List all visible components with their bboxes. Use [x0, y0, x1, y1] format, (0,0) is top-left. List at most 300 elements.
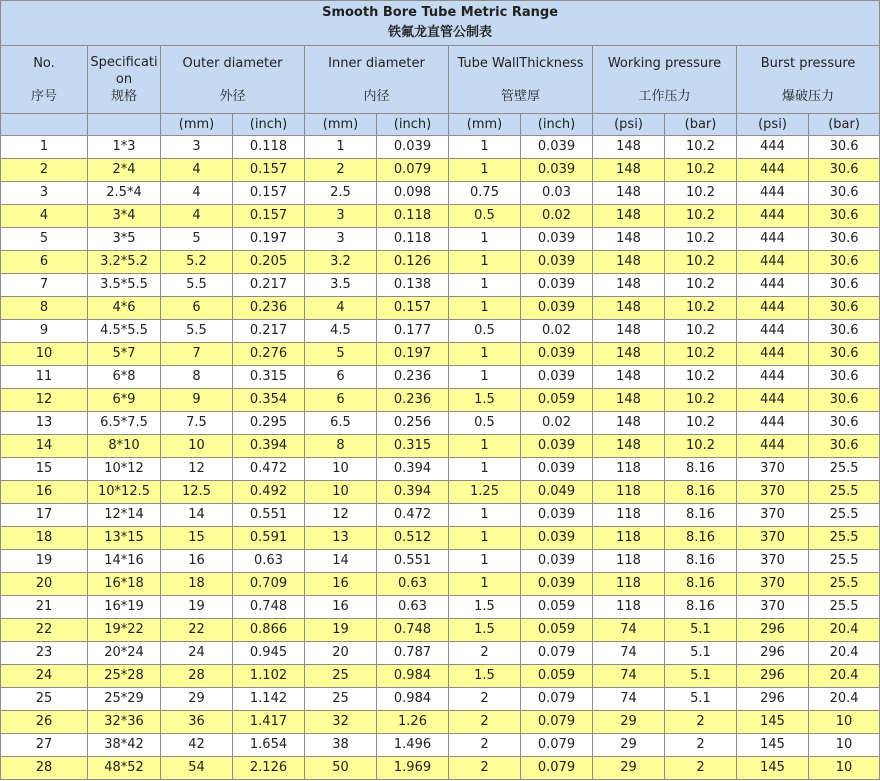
cell-id-inch: 0.197: [377, 343, 449, 366]
header-working-pressure: [593, 46, 737, 114]
header-wall-thickness: [449, 46, 593, 114]
cell-bp-bar: 25.5: [809, 596, 880, 619]
cell-wp-psi: 148: [593, 205, 665, 228]
cell-no: 5: [1, 228, 88, 251]
cell-od-mm: 4: [161, 205, 233, 228]
cell-spec: 6*9: [88, 389, 161, 412]
cell-spec: 1*3: [88, 136, 161, 159]
header-id-en: Inner diameter: [328, 55, 425, 71]
cell-bp-bar: 30.6: [809, 159, 880, 182]
cell-spec: 12*14: [88, 504, 161, 527]
cell-wp-psi: 148: [593, 159, 665, 182]
cell-id-mm: 19: [305, 619, 377, 642]
cell-wt-inch: 0.079: [521, 734, 593, 757]
cell-bp-bar: 25.5: [809, 573, 880, 596]
cell-wp-bar: 10.2: [665, 251, 737, 274]
cell-bp-bar: 30.6: [809, 297, 880, 320]
table-title: [1, 1, 880, 46]
cell-bp-bar: 25.5: [809, 550, 880, 573]
cell-od-mm: 7: [161, 343, 233, 366]
cell-bp-bar: 30.6: [809, 136, 880, 159]
cell-od-inch: 0.157: [233, 182, 305, 205]
cell-spec: 13*15: [88, 527, 161, 550]
cell-no: 4: [1, 205, 88, 228]
cell-id-inch: 0.236: [377, 366, 449, 389]
cell-bp-psi: 444: [737, 228, 809, 251]
cell-spec: 6*8: [88, 366, 161, 389]
cell-spec: 16*19: [88, 596, 161, 619]
cell-wp-psi: 118: [593, 573, 665, 596]
cell-wt-inch: 0.049: [521, 481, 593, 504]
cell-wt-inch: 0.079: [521, 642, 593, 665]
cell-wt-mm: 2: [449, 711, 521, 734]
table-row: [1, 458, 880, 481]
cell-od-mm: 54: [161, 757, 233, 780]
title-row: [1, 1, 880, 46]
cell-wp-psi: 29: [593, 757, 665, 780]
cell-wt-mm: 1: [449, 550, 521, 573]
cell-id-inch: 1.496: [377, 734, 449, 757]
cell-wt-inch: 0.059: [521, 596, 593, 619]
cell-bp-psi: 444: [737, 182, 809, 205]
cell-no: 13: [1, 412, 88, 435]
header-od-en: Outer diameter: [182, 55, 283, 71]
cell-no: 27: [1, 734, 88, 757]
cell-od-inch: 0.591: [233, 527, 305, 550]
cell-wp-bar: 10.2: [665, 228, 737, 251]
cell-wt-mm: 0.75: [449, 182, 521, 205]
cell-wp-bar: 10.2: [665, 343, 737, 366]
cell-od-inch: 1.654: [233, 734, 305, 757]
cell-bp-psi: 296: [737, 619, 809, 642]
cell-no: 28: [1, 757, 88, 780]
cell-bp-bar: 30.6: [809, 412, 880, 435]
cell-id-inch: 1.969: [377, 757, 449, 780]
cell-id-mm: 3.5: [305, 274, 377, 297]
table-row: [1, 642, 880, 665]
cell-id-inch: 0.138: [377, 274, 449, 297]
cell-bp-bar: 10: [809, 734, 880, 757]
table-row: [1, 205, 880, 228]
table-row: [1, 228, 880, 251]
cell-spec: 10*12.5: [88, 481, 161, 504]
cell-id-inch: 0.551: [377, 550, 449, 573]
cell-wp-psi: 29: [593, 711, 665, 734]
cell-bp-psi: 444: [737, 274, 809, 297]
cell-id-inch: 0.512: [377, 527, 449, 550]
cell-wp-psi: 74: [593, 688, 665, 711]
cell-wp-psi: 148: [593, 412, 665, 435]
cell-od-mm: 3: [161, 136, 233, 159]
cell-no: 1: [1, 136, 88, 159]
cell-spec: 38*42: [88, 734, 161, 757]
cell-wp-psi: 118: [593, 550, 665, 573]
cell-wp-psi: 148: [593, 343, 665, 366]
cell-wp-psi: 148: [593, 297, 665, 320]
cell-bp-bar: 30.6: [809, 182, 880, 205]
cell-od-inch: 0.63: [233, 550, 305, 573]
cell-id-mm: 5: [305, 343, 377, 366]
column-header-row: [1, 46, 880, 114]
unit-cell: (psi): [737, 114, 809, 136]
table-row: [1, 412, 880, 435]
cell-od-mm: 36: [161, 711, 233, 734]
cell-id-mm: 3: [305, 205, 377, 228]
cell-wt-inch: 0.059: [521, 389, 593, 412]
unit-cell: (mm): [449, 114, 521, 136]
cell-od-mm: 5.5: [161, 320, 233, 343]
cell-wt-inch: 0.079: [521, 757, 593, 780]
cell-spec: 10*12: [88, 458, 161, 481]
cell-spec: 6.5*7.5: [88, 412, 161, 435]
cell-wp-psi: 148: [593, 274, 665, 297]
cell-od-mm: 24: [161, 642, 233, 665]
unit-cell: (inch): [233, 114, 305, 136]
cell-wt-inch: 0.039: [521, 550, 593, 573]
header-bp-en: Burst pressure: [760, 55, 856, 71]
header-wt-en: Tube WallThickness: [457, 55, 584, 71]
cell-od-inch: 0.709: [233, 573, 305, 596]
cell-id-mm: 38: [305, 734, 377, 757]
cell-wp-psi: 74: [593, 619, 665, 642]
cell-no: 23: [1, 642, 88, 665]
cell-wt-inch: 0.02: [521, 205, 593, 228]
cell-no: 21: [1, 596, 88, 619]
cell-id-inch: 0.157: [377, 297, 449, 320]
cell-wp-psi: 118: [593, 481, 665, 504]
cell-od-inch: 0.157: [233, 205, 305, 228]
table-row: [1, 136, 880, 159]
cell-id-mm: 2.5: [305, 182, 377, 205]
cell-id-mm: 8: [305, 435, 377, 458]
cell-id-inch: 0.118: [377, 228, 449, 251]
cell-wp-bar: 10.2: [665, 412, 737, 435]
cell-bp-bar: 25.5: [809, 481, 880, 504]
cell-od-inch: 0.551: [233, 504, 305, 527]
cell-bp-psi: 145: [737, 711, 809, 734]
title-chinese: 铁氟龙直管公制表: [388, 25, 493, 40]
cell-wp-bar: 10.2: [665, 389, 737, 412]
cell-wt-mm: 1: [449, 458, 521, 481]
cell-od-mm: 42: [161, 734, 233, 757]
cell-wt-inch: 0.079: [521, 688, 593, 711]
cell-id-inch: 0.787: [377, 642, 449, 665]
cell-no: 8: [1, 297, 88, 320]
cell-wp-psi: 148: [593, 228, 665, 251]
table-row: [1, 251, 880, 274]
cell-bp-bar: 30.6: [809, 205, 880, 228]
table-row: [1, 550, 880, 573]
cell-wt-mm: 1: [449, 435, 521, 458]
cell-od-inch: 0.492: [233, 481, 305, 504]
cell-od-mm: 15: [161, 527, 233, 550]
cell-bp-bar: 30.6: [809, 228, 880, 251]
cell-spec: 3.2*5.2: [88, 251, 161, 274]
cell-no: 25: [1, 688, 88, 711]
cell-od-mm: 5.5: [161, 274, 233, 297]
cell-wp-psi: 148: [593, 136, 665, 159]
table-row: [1, 182, 880, 205]
cell-spec: 5*7: [88, 343, 161, 366]
cell-wt-mm: 0.5: [449, 205, 521, 228]
cell-wt-mm: 2: [449, 688, 521, 711]
cell-id-inch: 0.256: [377, 412, 449, 435]
cell-wp-psi: 74: [593, 642, 665, 665]
cell-od-inch: 0.217: [233, 320, 305, 343]
header-inner-diameter: [305, 46, 449, 114]
header-bp-cn: 爆破压力: [782, 88, 835, 104]
cell-no: 26: [1, 711, 88, 734]
cell-wt-mm: 1.25: [449, 481, 521, 504]
cell-wt-mm: 1.5: [449, 389, 521, 412]
cell-id-mm: 25: [305, 665, 377, 688]
cell-spec: 2.5*4: [88, 182, 161, 205]
cell-no: 6: [1, 251, 88, 274]
cell-bp-psi: 370: [737, 550, 809, 573]
cell-id-mm: 10: [305, 458, 377, 481]
cell-wt-mm: 1.5: [449, 596, 521, 619]
header-burst-pressure: [737, 46, 880, 114]
cell-wp-bar: 10.2: [665, 159, 737, 182]
cell-no: 22: [1, 619, 88, 642]
cell-id-inch: 0.63: [377, 596, 449, 619]
cell-bp-psi: 370: [737, 573, 809, 596]
table-row: [1, 527, 880, 550]
cell-bp-psi: 370: [737, 527, 809, 550]
table-row: [1, 297, 880, 320]
cell-od-mm: 14: [161, 504, 233, 527]
table-row: [1, 366, 880, 389]
cell-od-inch: 2.126: [233, 757, 305, 780]
cell-wt-mm: 1: [449, 504, 521, 527]
units-blank-no: [1, 114, 88, 136]
cell-id-inch: 0.118: [377, 205, 449, 228]
cell-wp-bar: 10.2: [665, 366, 737, 389]
cell-bp-psi: 444: [737, 297, 809, 320]
cell-id-inch: 0.039: [377, 136, 449, 159]
header-spec-cn: 规格: [110, 89, 137, 104]
cell-id-inch: 0.984: [377, 688, 449, 711]
cell-no: 7: [1, 274, 88, 297]
cell-od-mm: 4: [161, 182, 233, 205]
cell-od-mm: 22: [161, 619, 233, 642]
cell-bp-psi: 444: [737, 343, 809, 366]
cell-no: 18: [1, 527, 88, 550]
cell-id-mm: 2: [305, 159, 377, 182]
table-row: [1, 688, 880, 711]
cell-bp-psi: 444: [737, 159, 809, 182]
cell-id-mm: 14: [305, 550, 377, 573]
cell-od-inch: 0.866: [233, 619, 305, 642]
cell-wp-bar: 10.2: [665, 205, 737, 228]
table-row: [1, 596, 880, 619]
cell-wp-bar: 10.2: [665, 136, 737, 159]
table-row: [1, 665, 880, 688]
table-body: [1, 136, 880, 780]
header-id-cn: 内径: [363, 88, 390, 104]
cell-od-inch: 0.157: [233, 159, 305, 182]
cell-wt-mm: 1: [449, 297, 521, 320]
cell-bp-psi: 444: [737, 366, 809, 389]
cell-od-mm: 4: [161, 159, 233, 182]
cell-wt-mm: 1: [449, 366, 521, 389]
header-spec-en-line1: Specificati: [90, 55, 158, 70]
cell-wt-mm: 2: [449, 734, 521, 757]
table-row: [1, 504, 880, 527]
header-wt-cn: 管壁厚: [500, 88, 540, 104]
cell-id-inch: 0.315: [377, 435, 449, 458]
cell-no: 24: [1, 665, 88, 688]
cell-od-inch: 0.197: [233, 228, 305, 251]
table-row: [1, 757, 880, 780]
header-wp-en: Working pressure: [607, 55, 722, 71]
cell-id-mm: 20: [305, 642, 377, 665]
cell-bp-psi: 444: [737, 412, 809, 435]
cell-bp-psi: 444: [737, 435, 809, 458]
cell-bp-psi: 370: [737, 504, 809, 527]
cell-wp-psi: 148: [593, 435, 665, 458]
cell-id-mm: 12: [305, 504, 377, 527]
cell-od-mm: 29: [161, 688, 233, 711]
cell-no: 20: [1, 573, 88, 596]
cell-wp-bar: 8.16: [665, 504, 737, 527]
cell-wt-mm: 0.5: [449, 412, 521, 435]
cell-id-inch: 0.236: [377, 389, 449, 412]
cell-bp-psi: 145: [737, 757, 809, 780]
cell-spec: 32*36: [88, 711, 161, 734]
cell-od-mm: 28: [161, 665, 233, 688]
cell-bp-bar: 30.6: [809, 320, 880, 343]
cell-bp-bar: 25.5: [809, 527, 880, 550]
cell-no: 10: [1, 343, 88, 366]
cell-bp-bar: 30.6: [809, 343, 880, 366]
table-row: [1, 573, 880, 596]
cell-wt-inch: 0.039: [521, 159, 593, 182]
cell-id-inch: 0.098: [377, 182, 449, 205]
cell-wt-inch: 0.039: [521, 527, 593, 550]
cell-od-inch: 0.472: [233, 458, 305, 481]
cell-od-mm: 10: [161, 435, 233, 458]
cell-od-inch: 0.945: [233, 642, 305, 665]
cell-spec: 16*18: [88, 573, 161, 596]
cell-spec: 25*29: [88, 688, 161, 711]
cell-wp-bar: 8.16: [665, 596, 737, 619]
cell-od-inch: 1.102: [233, 665, 305, 688]
cell-od-mm: 12.5: [161, 481, 233, 504]
cell-spec: 19*22: [88, 619, 161, 642]
unit-cell: (mm): [305, 114, 377, 136]
cell-wt-inch: 0.039: [521, 274, 593, 297]
cell-id-mm: 6: [305, 389, 377, 412]
cell-wp-bar: 2: [665, 734, 737, 757]
cell-no: 15: [1, 458, 88, 481]
unit-cell: (mm): [161, 114, 233, 136]
unit-cell: (bar): [809, 114, 880, 136]
cell-od-inch: 0.205: [233, 251, 305, 274]
unit-cell: (bar): [665, 114, 737, 136]
cell-od-inch: 0.748: [233, 596, 305, 619]
cell-wp-bar: 10.2: [665, 274, 737, 297]
cell-bp-psi: 296: [737, 665, 809, 688]
table-row: [1, 274, 880, 297]
cell-spec: 3*5: [88, 228, 161, 251]
cell-wp-psi: 118: [593, 458, 665, 481]
table-row: [1, 320, 880, 343]
header-wp-cn: 工作压力: [638, 88, 691, 104]
cell-no: 19: [1, 550, 88, 573]
cell-id-inch: 0.079: [377, 159, 449, 182]
cell-od-inch: 0.315: [233, 366, 305, 389]
cell-spec: 3.5*5.5: [88, 274, 161, 297]
cell-id-mm: 25: [305, 688, 377, 711]
cell-bp-bar: 30.6: [809, 389, 880, 412]
cell-bp-bar: 30.6: [809, 251, 880, 274]
cell-no: 3: [1, 182, 88, 205]
cell-id-mm: 3: [305, 228, 377, 251]
cell-wp-bar: 10.2: [665, 435, 737, 458]
cell-no: 2: [1, 159, 88, 182]
cell-od-mm: 7.5: [161, 412, 233, 435]
cell-wt-mm: 0.5: [449, 320, 521, 343]
cell-wp-bar: 8.16: [665, 573, 737, 596]
units-blank-spec: [88, 114, 161, 136]
cell-wt-inch: 0.02: [521, 320, 593, 343]
cell-wt-inch: 0.059: [521, 665, 593, 688]
cell-id-inch: 0.394: [377, 458, 449, 481]
header-no-cn: 序号: [30, 88, 57, 104]
cell-bp-bar: 20.4: [809, 688, 880, 711]
title-english: Smooth Bore Tube Metric Range: [322, 5, 559, 20]
cell-id-mm: 3.2: [305, 251, 377, 274]
cell-id-mm: 1: [305, 136, 377, 159]
header-no: [1, 46, 88, 114]
cell-no: 16: [1, 481, 88, 504]
cell-od-mm: 12: [161, 458, 233, 481]
cell-wp-bar: 8.16: [665, 458, 737, 481]
cell-wt-inch: 0.039: [521, 458, 593, 481]
cell-wt-inch: 0.079: [521, 711, 593, 734]
cell-wp-psi: 148: [593, 182, 665, 205]
cell-id-inch: 0.63: [377, 573, 449, 596]
cell-wp-psi: 118: [593, 527, 665, 550]
cell-wp-bar: 10.2: [665, 320, 737, 343]
cell-wt-inch: 0.039: [521, 136, 593, 159]
cell-no: 11: [1, 366, 88, 389]
cell-no: 17: [1, 504, 88, 527]
cell-id-mm: 6: [305, 366, 377, 389]
cell-wp-bar: 2: [665, 711, 737, 734]
header-outer-diameter: [161, 46, 305, 114]
cell-bp-psi: 370: [737, 596, 809, 619]
cell-wp-psi: 148: [593, 389, 665, 412]
header-od-cn: 外径: [219, 88, 246, 104]
cell-wt-inch: 0.03: [521, 182, 593, 205]
cell-wt-inch: 0.039: [521, 573, 593, 596]
cell-no: 12: [1, 389, 88, 412]
table-row: [1, 159, 880, 182]
cell-wp-bar: 10.2: [665, 297, 737, 320]
cell-id-mm: 6.5: [305, 412, 377, 435]
cell-wt-inch: 0.02: [521, 412, 593, 435]
cell-id-inch: 0.984: [377, 665, 449, 688]
cell-wp-psi: 148: [593, 251, 665, 274]
cell-bp-bar: 10: [809, 757, 880, 780]
cell-id-mm: 32: [305, 711, 377, 734]
header-spec-en-line2: on: [115, 72, 133, 87]
cell-wp-psi: 118: [593, 596, 665, 619]
cell-wp-bar: 5.1: [665, 665, 737, 688]
table-row: [1, 343, 880, 366]
